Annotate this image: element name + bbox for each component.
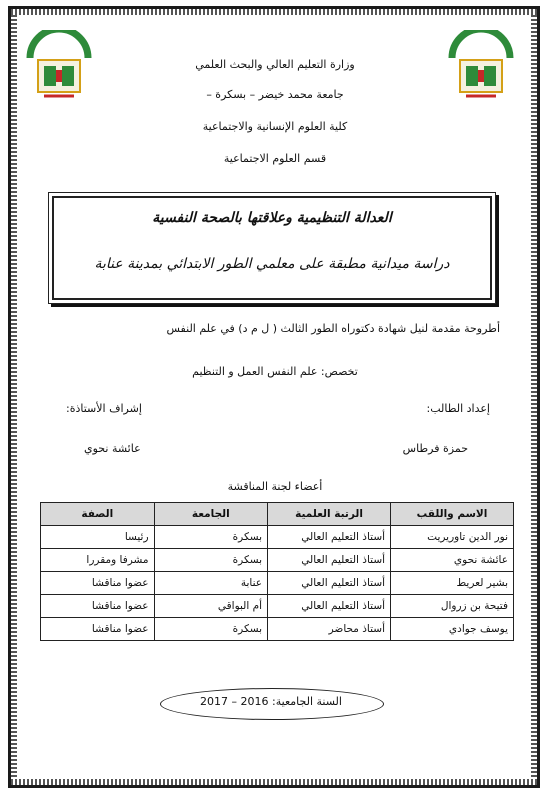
jury-member-university: أم البواقي: [154, 595, 268, 618]
jury-member-name: عائشة نحوي: [391, 549, 514, 572]
jury-member-role: رئيسا: [41, 526, 155, 549]
table-row: [41, 618, 514, 641]
supervisor-label: إشراف الأستاذة:: [66, 402, 142, 415]
jury-member-rank: أستاذ محاضر: [268, 618, 391, 641]
jury-member-university: عنابة: [154, 572, 268, 595]
jury-member-name: بشير لعريط: [391, 572, 514, 595]
jury-member-role: مشرفا ومقررا: [41, 549, 155, 572]
student-name: حمزة فرطاس: [402, 442, 468, 455]
header-role: الصفة: [41, 503, 155, 526]
jury-member-university: بسكرة: [154, 549, 268, 572]
jury-table: [40, 502, 514, 641]
jury-member-name: يوسف جوادي: [391, 618, 514, 641]
supervisor-name: عائشة نحوي: [84, 442, 141, 455]
academic-year: السنة الجامعية: 2016 – 2017: [200, 695, 342, 708]
thesis-subtitle: دراسة ميدانية مطبقة على معلمي الطور الابتدائي بمدينة عنابة: [94, 256, 450, 272]
border-pattern-bottom: [11, 779, 537, 785]
ministry-name: وزارة التعليم العالي والبحث العلمي: [195, 58, 355, 71]
border-pattern-top: [11, 9, 537, 15]
header-name: الاسم واللقب: [391, 503, 514, 526]
jury-member-university: بسكرة: [154, 618, 268, 641]
table-row: [41, 526, 514, 549]
department-name: قسم العلوم الاجتماعية: [223, 152, 327, 165]
student-label: إعداد الطالب:: [426, 402, 490, 415]
jury-member-rank: أستاذ التعليم العالي: [268, 595, 391, 618]
jury-member-name: فتيحة بن زروال: [391, 595, 514, 618]
jury-title: أعضاء لجنة المناقشة: [227, 480, 323, 493]
thesis-specialty: تخصص: علم النفس العمل و التنظيم: [192, 365, 358, 378]
jury-member-university: بسكرة: [154, 526, 268, 549]
jury-member-rank: أستاذ التعليم العالي: [268, 572, 391, 595]
thesis-title: العدالة التنظيمية وعلاقتها بالصحة النفسية: [152, 210, 392, 226]
jury-member-role: عضوا مناقشا: [41, 618, 155, 641]
university-name: جامعة محمد خيضر – بسكرة –: [206, 88, 344, 101]
jury-member-role: عضوا مناقشا: [41, 595, 155, 618]
table-row: [41, 595, 514, 618]
table-row: [41, 549, 514, 572]
jury-member-rank: أستاذ التعليم العالي: [268, 526, 391, 549]
thesis-description: أطروحة مقدمة لنيل شهادة دكتوراه الطور الثالث ( ل م د) في علم النفس: [166, 322, 500, 335]
jury-header-row: [41, 503, 514, 526]
header-university: الجامعة: [154, 503, 268, 526]
faculty-name: كلية العلوم الإنسانية والاجتماعية: [202, 120, 348, 133]
jury-member-role: عضوا مناقشا: [41, 572, 155, 595]
header-rank: الرتبة العلمية: [268, 503, 391, 526]
jury-member-name: نور الدين تاوريريت: [391, 526, 514, 549]
jury-member-rank: أستاذ التعليم العالي: [268, 549, 391, 572]
table-row: [41, 572, 514, 595]
